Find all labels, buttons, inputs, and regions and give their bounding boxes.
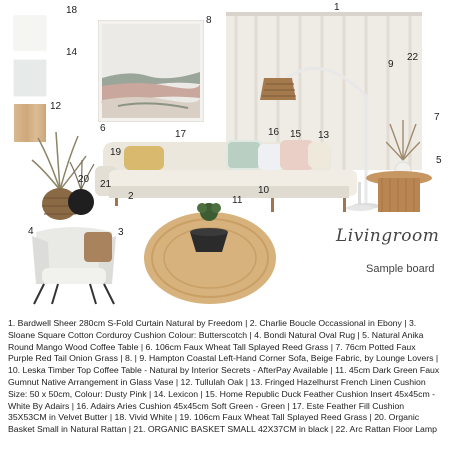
board-subtitle: Sample board <box>366 263 435 275</box>
label-6: 6 <box>100 123 106 134</box>
board-title: Livingroom <box>336 226 440 246</box>
label-8: 8 <box>206 15 212 26</box>
label-14: 14 <box>66 47 78 58</box>
cushion-butterscotch <box>124 146 164 170</box>
label-7: 7 <box>434 112 440 123</box>
artwork-coastal-painting <box>98 20 204 122</box>
gumnut-arrangement-basket <box>184 198 234 254</box>
label-22: 22 <box>407 52 419 63</box>
label-9: 9 <box>388 59 394 70</box>
label-5: 5 <box>436 155 442 166</box>
label-4: 4 <box>28 226 34 237</box>
cushion-corduroy-butterscotch <box>84 232 112 262</box>
swatch-lexicon <box>14 60 46 96</box>
label-15: 15 <box>290 129 302 140</box>
label-16: 16 <box>268 127 280 138</box>
label-21: 21 <box>100 179 112 190</box>
label-18: 18 <box>66 5 78 16</box>
product-list-caption: 1. Bardwell Sheer 280cm S-Fold Curtain Natural by Freedom | 2. Charlie Boucle Occassional in Ebony | 3. Sloane Square Cotton Corduroy Cushion Colour: Butterscotch | 4. Bondi Natural Oval Rug | 5. Natural Anika Round Mango Wood Coffee Table | 6. 106cm Faux Wheat Tall Splayed Reed Grass | 7. 76cm Potted Faux Purple Red Tail Onion Grass | 8. | 9. Hampton Coastal Left-Hand Corner Sofa, Beige Fabric, by Lounge Lovers | 10. Leska Timber Top Coffee Table - Natural by Interior Secrets - AfterPay Available | 11. 45cm Dark Green Faux Gumnut Native Arrangement in Glass Vase | 12. Tullulah Oak | 13. Fringed Hazelhurst French Linen Cushion Size: 50 x 50cm, Colour: Dusty Pink | 14. Lexicon | 15. Home Republic Duck Feather Cushion Insert 45x45cm - White By Adairs | 16. Adairs Aries Cushion 45x45cm Soft Green - Green | 17. Este Feather Fill Cushion 35X53CM in Velvet Butter | 18. Vivid White | 19. 106cm Faux Wheat Tall Splayed Reed Grass | 20. Organic Basket Small in Natural Rattan | 21. ORGANIC BASKET SMALL 42X37CM in black | 22. Arc Rattan Floor Lamp <box>8 318 440 435</box>
cushion-soft-green <box>226 140 262 170</box>
label-1: 1 <box>334 2 340 13</box>
label-12: 12 <box>50 101 62 112</box>
label-10: 10 <box>258 185 270 196</box>
label-3: 3 <box>118 227 124 238</box>
label-20: 20 <box>78 174 90 185</box>
label-19: 19 <box>110 147 122 158</box>
label-11: 11 <box>232 195 243 206</box>
swatch-vivid-white <box>14 16 46 50</box>
label-17: 17 <box>175 129 187 140</box>
basket-black <box>66 160 96 216</box>
label-13: 13 <box>318 130 330 141</box>
label-2: 2 <box>128 191 134 202</box>
cushion-velvet-butter <box>308 142 330 168</box>
leska-coffee-table <box>340 178 380 212</box>
